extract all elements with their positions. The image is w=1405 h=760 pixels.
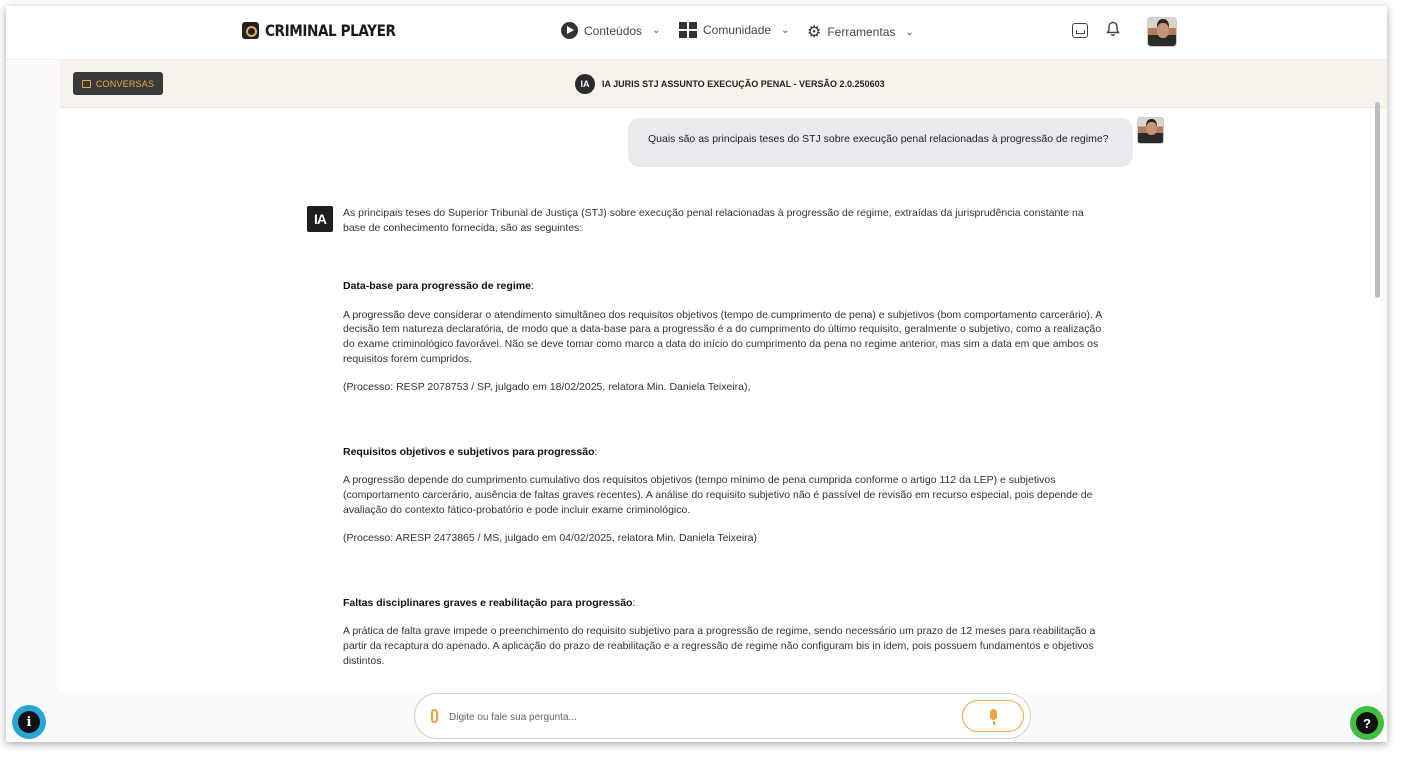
app-window — [6, 6, 1387, 742]
user-message-bubble — [628, 118, 1133, 167]
attachment-icon[interactable] — [431, 709, 438, 723]
chevron-down-icon: ⌄ — [652, 25, 661, 36]
info-button[interactable] — [12, 705, 46, 739]
ai-avatar: IA — [307, 206, 333, 232]
info-icon: i — [18, 711, 40, 733]
user-avatar[interactable] — [1147, 17, 1177, 47]
question-input[interactable] — [449, 705, 949, 729]
bell-icon[interactable] — [1106, 21, 1120, 37]
help-icon: ? — [1356, 712, 1378, 734]
conversation-header — [60, 60, 1387, 108]
grid-icon — [679, 22, 697, 38]
chevron-down-icon: ⌄ — [905, 26, 914, 38]
section-heading: Faltas disciplinares graves e reabilitação para progressão: — [343, 596, 636, 609]
ia-logo-icon: IA — [575, 74, 595, 94]
nav-comunidade-label: Comunidade — [703, 23, 772, 37]
microphone-icon — [990, 709, 997, 720]
ai-intro: As principais teses do Superior Tribunal de Justiça (STJ) sobre execução penal relacionadas à progressão de regime, extraídas da jurisprudência constante na base de conhecimento fornecida, são as seguintes: — [343, 207, 1084, 234]
chat-area[interactable] — [60, 108, 1380, 692]
nav-ferramentas-label: Ferramentas — [827, 25, 896, 39]
user-message-text: Quais são as principais teses do STJ sobre execução penal relacionadas à progressão de regime? — [648, 133, 1109, 145]
section-body: A progressão deve considerar o atendimento simultâneo dos requisitos objetivos (tempo de cumprimento de pena) e subjetivos (bom comportamento carcerário). A decisão tem natureza declaratória, de modo que a data-base para a progressão é a do cumprimento do último requisito, geralmente o subjetivo, como a realização do exame criminológico favorável. Não se deve tomar como marco a data do início do cumprimento da pena no regime anterior, mas sim a data em que ambos os requisitos forem cumpridos. — [343, 308, 1102, 365]
ai-response — [343, 206, 1103, 682]
nav-conteudos[interactable] — [561, 22, 660, 39]
conversations-icon — [82, 80, 91, 88]
section-heading: Data-base para progressão de regime: — [343, 280, 534, 293]
tools-icon: ⚙ — [807, 24, 822, 41]
section-body: A prática de falta grave impede o preenchimento do requisito subjetivo para a progressão de regime, sendo necessário um prazo de 12 meses para reabilitação a partir da recaptura do apenado. A aplicação do prazo de reabilitação e a regressão de regime não configuram bis in idem, pois possuem fundamentos e objetivos distintos. — [343, 625, 1096, 667]
conversations-button[interactable] — [73, 72, 163, 95]
brand-logo[interactable] — [242, 21, 419, 40]
help-button[interactable] — [1350, 706, 1384, 740]
session-title-text: IA JURIS STJ ASSUNTO EXECUÇÃO PENAL - VERSÃO 2.0.250603 — [602, 79, 885, 89]
inbox-icon[interactable] — [1072, 23, 1088, 38]
nav-ferramentas[interactable] — [807, 22, 914, 42]
question-input-bar — [414, 693, 1031, 739]
nav-conteudos-label: Conteúdos — [584, 23, 643, 38]
conversations-label: CONVERSAS — [95, 78, 155, 89]
message-user-avatar — [1137, 117, 1164, 144]
section-body: A progressão depende do cumprimento cumulativo dos requisitos objetivos (tempo mínimo de pena cumprida conforme o artigo 112 da LEP) e subjetivos (comportamento carcerário, ausência de faltas graves recentes). A análise do requisito subjetivo não é passível de revisão em recurso especial, pois depende de avaliação do contexto fático-probatório e pode incluir exame criminológico. — [343, 474, 1093, 516]
chevron-down-icon: ⌄ — [781, 24, 790, 36]
nav-comunidade[interactable] — [679, 22, 789, 38]
chat-scrollbar[interactable] — [1375, 102, 1380, 298]
section-process: (Processo: RESP 2078753 / SP, julgado em 18/02/2025, relatora Min. Daniela Teixeira), — [343, 381, 751, 394]
microphone-button[interactable] — [962, 700, 1024, 732]
brand-name: CRIMINAL PLAYER — [265, 21, 396, 40]
section-process: (Processo: ARESP 2473865 / MS, julgado em 04/02/2025, relatora Min. Daniela Teixeira) — [343, 532, 758, 545]
play-circle-icon — [561, 22, 578, 39]
section-heading: Requisitos objetivos e subjetivos para progressão: — [343, 445, 598, 458]
brand-mark-icon — [242, 22, 259, 39]
session-title — [575, 74, 885, 94]
top-navigation — [6, 6, 1387, 60]
